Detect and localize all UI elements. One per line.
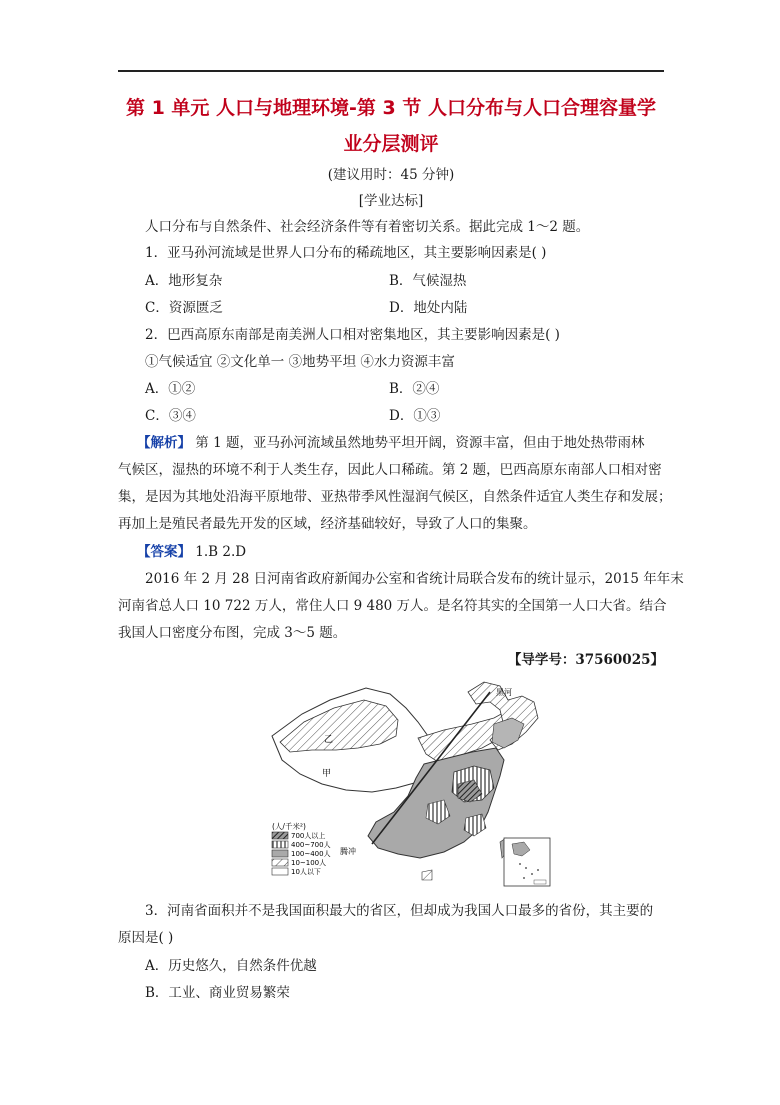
q2-option-b: B．②④ (389, 381, 440, 397)
q2-stem: 2．巴西高原东南部是南美洲人口相对密集地区，其主要影响因素是( ) (145, 327, 560, 343)
label-heihe: 黑河 (496, 688, 512, 697)
analysis-text1: 第 1 题，亚马孙河流域虽然地势平坦开阔，资源丰富，但由于地处热带雨林 (191, 435, 645, 451)
q3-stem-line2: 原因是( ) (118, 930, 174, 946)
legend-label-5: 10人以下 (291, 868, 321, 876)
q3-option-b: B．工业、商业贸易繁荣 (145, 985, 290, 1001)
analysis-line4: 再加上是殖民者最先开发的区域，经济基础较好，导致了人口的集聚。 (118, 516, 537, 532)
legend-swatch-under-10 (272, 868, 288, 875)
legend-swatch-100-400 (272, 850, 288, 857)
q1-stem: 1．亚马孙河流域是世界人口分布的稀疏地区，其主要影响因素是( ) (145, 245, 547, 261)
analysis-line2: 气候区，湿热的环境不利于人类生存，因此人口稀疏。第 2 题，巴西高原东南部人口相对密 (118, 462, 662, 478)
q2-option-a: A．①② (145, 381, 196, 397)
label-tengchong: 腾冲 (340, 847, 356, 856)
q1-option-d: D．地处内陆 (389, 300, 468, 316)
answer-label: 【答案】 (137, 544, 191, 560)
legend-swatch-10-100 (272, 859, 288, 866)
label-jia: 甲 (322, 769, 332, 779)
map-legend (272, 821, 331, 876)
intro2-line2: 河南省总人口 10 722 万人，常住人口 9 480 万人。是名符其实的全国第一人口大省。结合 (118, 598, 667, 614)
section-heading: [学业达标] (358, 193, 424, 209)
intro2-line1: 2016 年 2 月 28 日河南省政府新闻办公室和省统计局联合发布的统计显示，2015 年年末 (145, 571, 684, 587)
guide-number: 【导学号：37560025】 (507, 652, 664, 668)
population-density-map (268, 678, 560, 890)
analysis-label: 【解析】 (137, 435, 191, 451)
q2-option-d: D．①③ (389, 408, 441, 424)
q3-stem-line1: 3．河南省面积并不是我国面积最大的省区，但却成为我国人口最多的省份，其主要的 (145, 903, 654, 919)
intro-1: 人口分布与自然条件、社会经济条件等有着密切关系。据此完成 1～2 题。 (145, 219, 590, 235)
answer-line (137, 543, 664, 561)
page-title-line1: 第 1 单元 人口与地理环境-第 3 节 人口分布与人口合理容量学 (125, 97, 657, 119)
label-yi: 乙 (324, 735, 334, 745)
answer-text: 1.B 2.D (191, 544, 247, 560)
q1-option-b: B．气候湿热 (389, 273, 467, 289)
legend-label-3: 100~400人 (291, 850, 331, 858)
analysis-line3: 集，是因为其地处沿海平原地带、亚热带季风性湿润气候区，自然条件适宜人类生存和发展； (118, 489, 672, 505)
south-china-sea-inset (504, 838, 550, 886)
time-note: (建议用时：45 分钟) (327, 167, 455, 183)
top-rule (118, 70, 664, 72)
q3-option-a: A．历史悠久，自然条件优越 (145, 958, 317, 974)
analysis-line1 (137, 434, 664, 452)
legend-label-1: 700人以上 (291, 832, 326, 840)
legend-title: (人/千米²) (272, 822, 306, 831)
legend-swatch-400-700 (272, 841, 288, 848)
q1-option-a: A．地形复杂 (145, 273, 223, 289)
legend-swatch-700-plus (272, 832, 288, 839)
page-title-line2: 业分层测评 (343, 133, 439, 155)
q2-choices: ①气候适宜 ②文化单一 ③地势平坦 ④水力资源丰富 (145, 354, 455, 370)
q2-option-c: C．③④ (145, 408, 196, 424)
legend-label-2: 400~700人 (291, 841, 331, 849)
legend-label-4: 10~100人 (291, 859, 327, 867)
q1-option-c: C．资源匮乏 (145, 300, 223, 316)
intro2-line3: 我国人口密度分布图，完成 3～5 题。 (118, 625, 347, 641)
